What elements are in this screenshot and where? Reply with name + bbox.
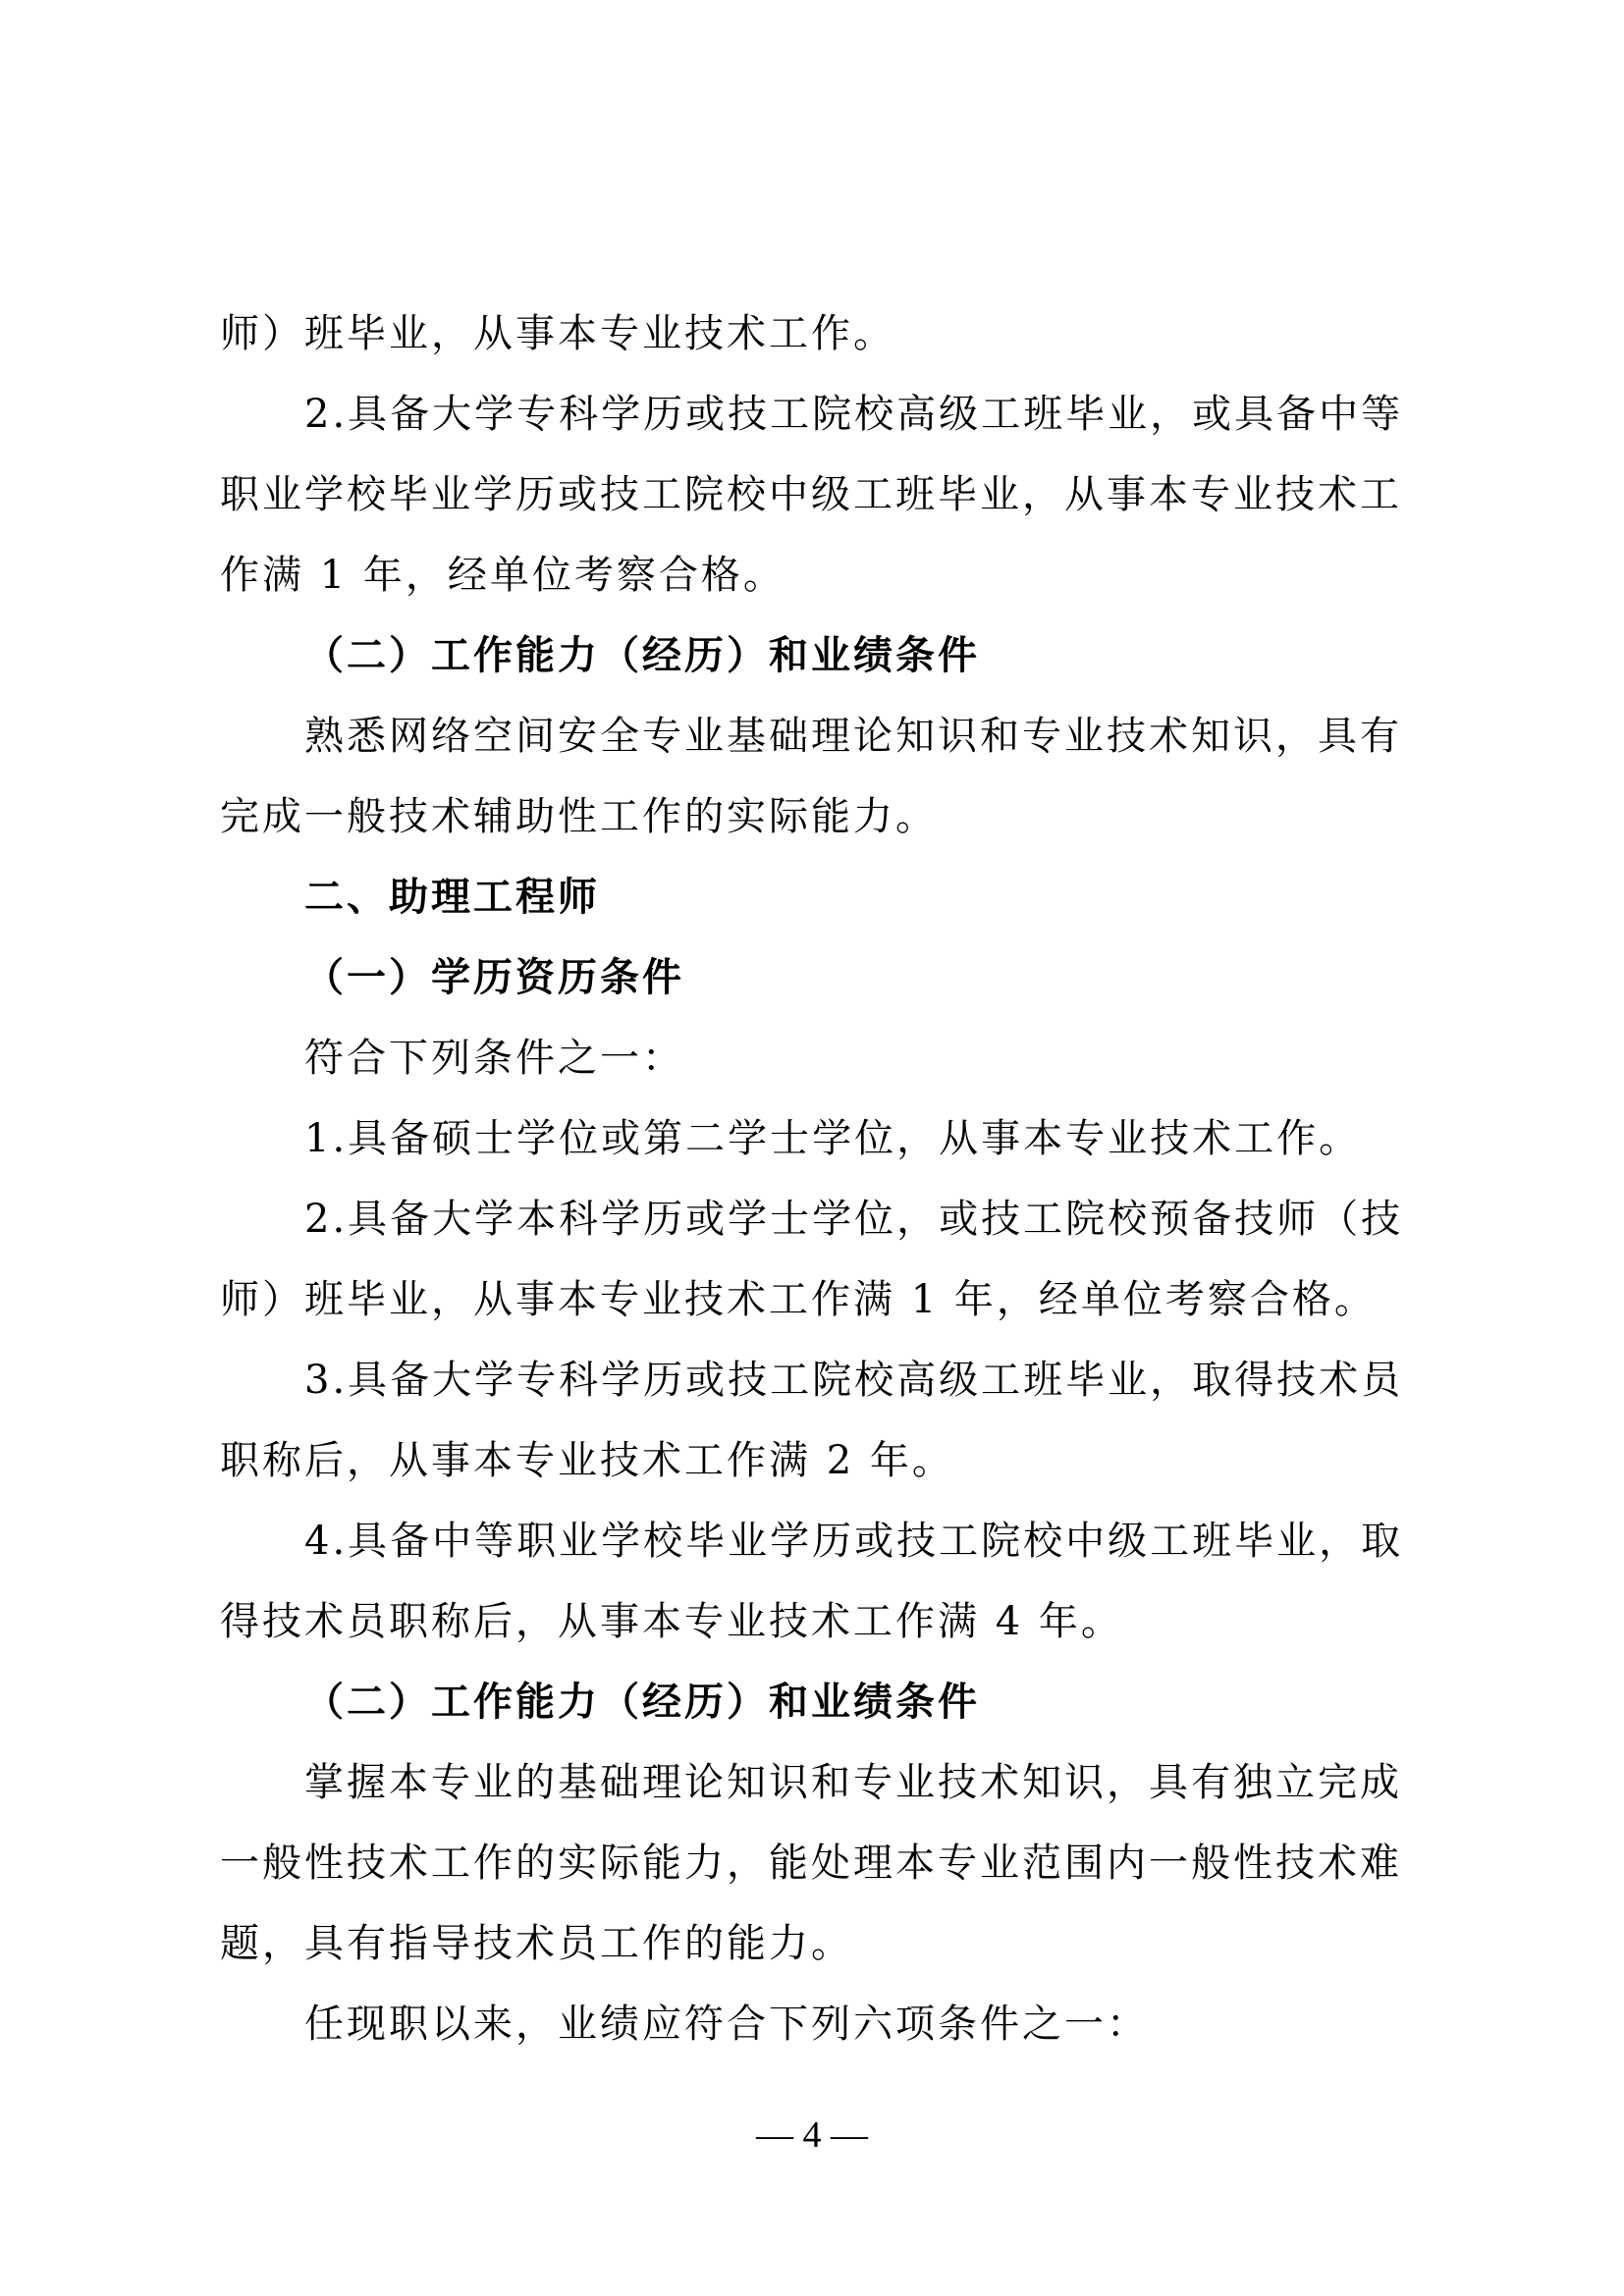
list-item-line: 2.具备大学专科学历或技工院校高级工班毕业，或具备中等 — [304, 392, 1404, 437]
body-text-line: 符合下列条件之一： — [304, 1036, 684, 1081]
body-text-line: 一般性技术工作的实际能力，能处理本专业范围内一般性技术难 — [220, 1841, 1402, 1886]
section-heading: （二）工作能力（经历）和业绩条件 — [304, 633, 980, 678]
body-text-line: 完成一般技术辅助性工作的实际能力。 — [220, 794, 938, 839]
body-text-line: 师）班毕业，从事本专业技术工作。 — [220, 311, 895, 356]
body-text-line: 掌握本专业的基础理论知识和专业技术知识，具有独立完成 — [304, 1760, 1402, 1805]
section-heading: （二）工作能力（经历）和业绩条件 — [304, 1680, 980, 1725]
list-item-line: 1.具备硕士学位或第二学士学位，从事本专业技术工作。 — [304, 1116, 1362, 1161]
body-text-line: 作满 1 年，经单位考察合格。 — [220, 553, 785, 598]
body-text-line: 职业学校毕业学历或技工院校中级工班毕业，从事本专业技术工 — [220, 472, 1402, 517]
list-item-line: 2.具备大学本科学历或学士学位，或技工院校预备技师（技 — [304, 1197, 1404, 1242]
chapter-heading: 二、助理工程师 — [304, 875, 600, 920]
section-heading: （一）学历资历条件 — [304, 955, 684, 1000]
body-text-line: 任现职以来，业绩应符合下列六项条件之一： — [304, 2002, 1149, 2047]
list-item-line: 3.具备大学专科学历或技工院校高级工班毕业，取得技术员 — [304, 1358, 1404, 1403]
body-text-line: 师）班毕业，从事本专业技术工作满 1 年，经单位考察合格。 — [220, 1277, 1377, 1322]
body-text-line: 得技术员职称后，从事本专业技术工作满 4 年。 — [220, 1599, 1123, 1644]
body-text-line: 题，具有指导技术员工作的能力。 — [220, 1921, 853, 1966]
page-number: — 4 — — [756, 2114, 868, 2156]
list-item-line: 4.具备中等职业学校毕业学历或技工院校中级工班毕业，取 — [304, 1519, 1404, 1564]
body-text-line: 熟悉网络空间安全专业基础理论知识和专业技术知识，具有 — [304, 714, 1402, 759]
body-text-line: 职称后，从事本专业技术工作满 2 年。 — [220, 1438, 954, 1483]
